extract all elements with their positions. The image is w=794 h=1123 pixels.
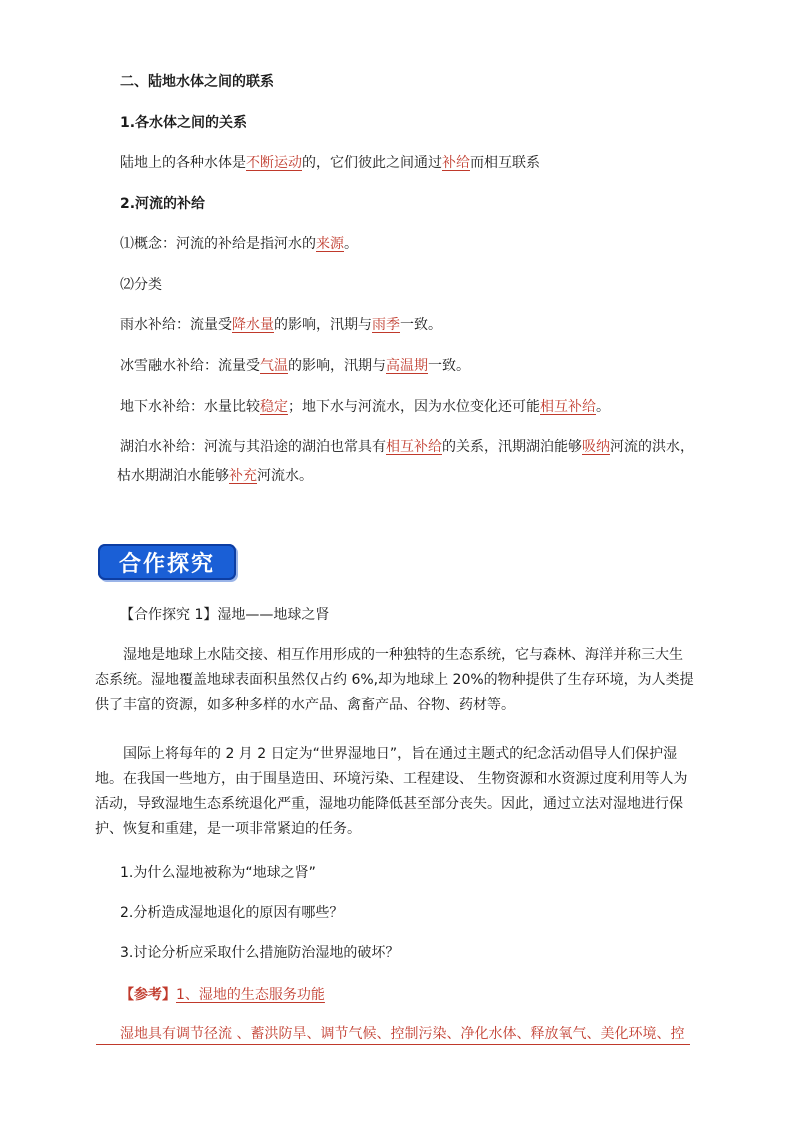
text: 枯水期湖泊水能够 <box>117 468 229 484</box>
reference-heading <box>120 985 325 1005</box>
text: 。 <box>596 399 610 415</box>
text: ；地下水与河流水，因为水位变化还可能 <box>288 399 540 415</box>
text: 湖泊水补给：河流与其沿途的湖泊也常具有 <box>120 439 386 455</box>
answer-blank: 相互补给 <box>386 439 442 455</box>
text: ⑴概念：河流的补给是指河水的 <box>120 236 316 252</box>
reference-answer-line: 湿地具有调节径流 、蓄洪防旱、调节气候、控制污染、净化水体、释放氧气、美化环境、控 <box>96 1024 690 1045</box>
answer-blank: 稳定 <box>260 399 288 415</box>
wetland-paragraph-1: 湿地是地球上水陆交接、相互作用形成的一种独特的生态系统，它与森林、海洋并称三大生态系统。湿地覆盖地球表面积虽然仅占约 6%,却为地球上 20%的物种提供了生存环境，为人类提供了丰富的资源，如多种多样的水产品、禽畜产品、谷物、药材等。 <box>95 647 694 713</box>
answer-blank: 气温 <box>260 358 288 374</box>
text: 一致。 <box>400 317 442 333</box>
lake-supply-line-2 <box>117 466 313 486</box>
snowmelt-supply-line <box>120 356 470 376</box>
answer-blank: 相互补给 <box>540 399 596 415</box>
answer-blank: 雨季 <box>372 317 400 333</box>
text: 而相互联系 <box>470 155 540 171</box>
lake-supply-line <box>120 437 694 457</box>
answer-blank: 高温期 <box>386 358 428 374</box>
reference-title: 1、湿地的生态服务功能 <box>176 987 325 1003</box>
concept-line <box>120 234 358 254</box>
answer-blank: 吸纳 <box>582 439 610 455</box>
text: 的影响，汛期与 <box>274 317 372 333</box>
text: 的关系，汛期湖泊能够 <box>442 439 582 455</box>
answer-blank: 补充 <box>229 468 257 484</box>
text: 陆地上的各种水体是 <box>120 155 246 171</box>
text: 的影响，汛期与 <box>288 358 386 374</box>
question-2: 2.分析造成湿地退化的原因有哪些？ <box>120 905 344 921</box>
answer-blank: 不断运动 <box>246 155 302 171</box>
category-line: ⑵分类 <box>120 277 162 293</box>
groundwater-supply-line <box>120 397 610 417</box>
text: 一致。 <box>428 358 470 374</box>
text: 河流水。 <box>257 468 313 484</box>
answer-blank: 降水量 <box>232 317 274 333</box>
cooperative-inquiry-banner: 合作探究 <box>98 544 236 580</box>
subheading-relations: 1.各水体之间的关系 <box>120 115 248 131</box>
reference-tag: 【参考】 <box>120 987 176 1003</box>
text: 的，它们彼此之间通过 <box>302 155 442 171</box>
subheading-supply: 2.河流的补给 <box>120 196 206 212</box>
question-1: 1.为什么湿地被称为“地球之肾” <box>120 865 316 881</box>
answer-blank: 来源 <box>316 236 344 252</box>
relations-sentence <box>120 153 540 173</box>
text: 。 <box>344 236 358 252</box>
text: 雨水补给：流量受 <box>120 317 232 333</box>
text: 河流的洪水， <box>610 439 694 455</box>
rain-supply-line <box>120 315 442 335</box>
section-heading: 二、陆地水体之间的联系 <box>120 74 274 90</box>
text: 地下水补给：水量比较 <box>120 399 260 415</box>
answer-blank: 补给 <box>442 155 470 171</box>
wetland-paragraph-2: 国际上将每年的 2 月 2 日定为“世界湿地日”，旨在通过主题式的纪念活动倡导人们保护湿地。在我国一些地方，由于围垦造田、环境污染、工程建设、 生物资源和水资源过度利用等人为活动，导致湿地生态系统退化严重，湿地功能降低甚至部分丧失。因此，通过立法对湿地进行保护、恢复和重建，是一项非常紧迫的任务。 <box>95 746 688 837</box>
inquiry-title: 【合作探究 1】湿地——地球之肾 <box>120 607 330 623</box>
question-3: 3.讨论分析应采取什么措施防治湿地的破坏？ <box>120 945 400 961</box>
text: 冰雪融水补给：流量受 <box>120 358 260 374</box>
